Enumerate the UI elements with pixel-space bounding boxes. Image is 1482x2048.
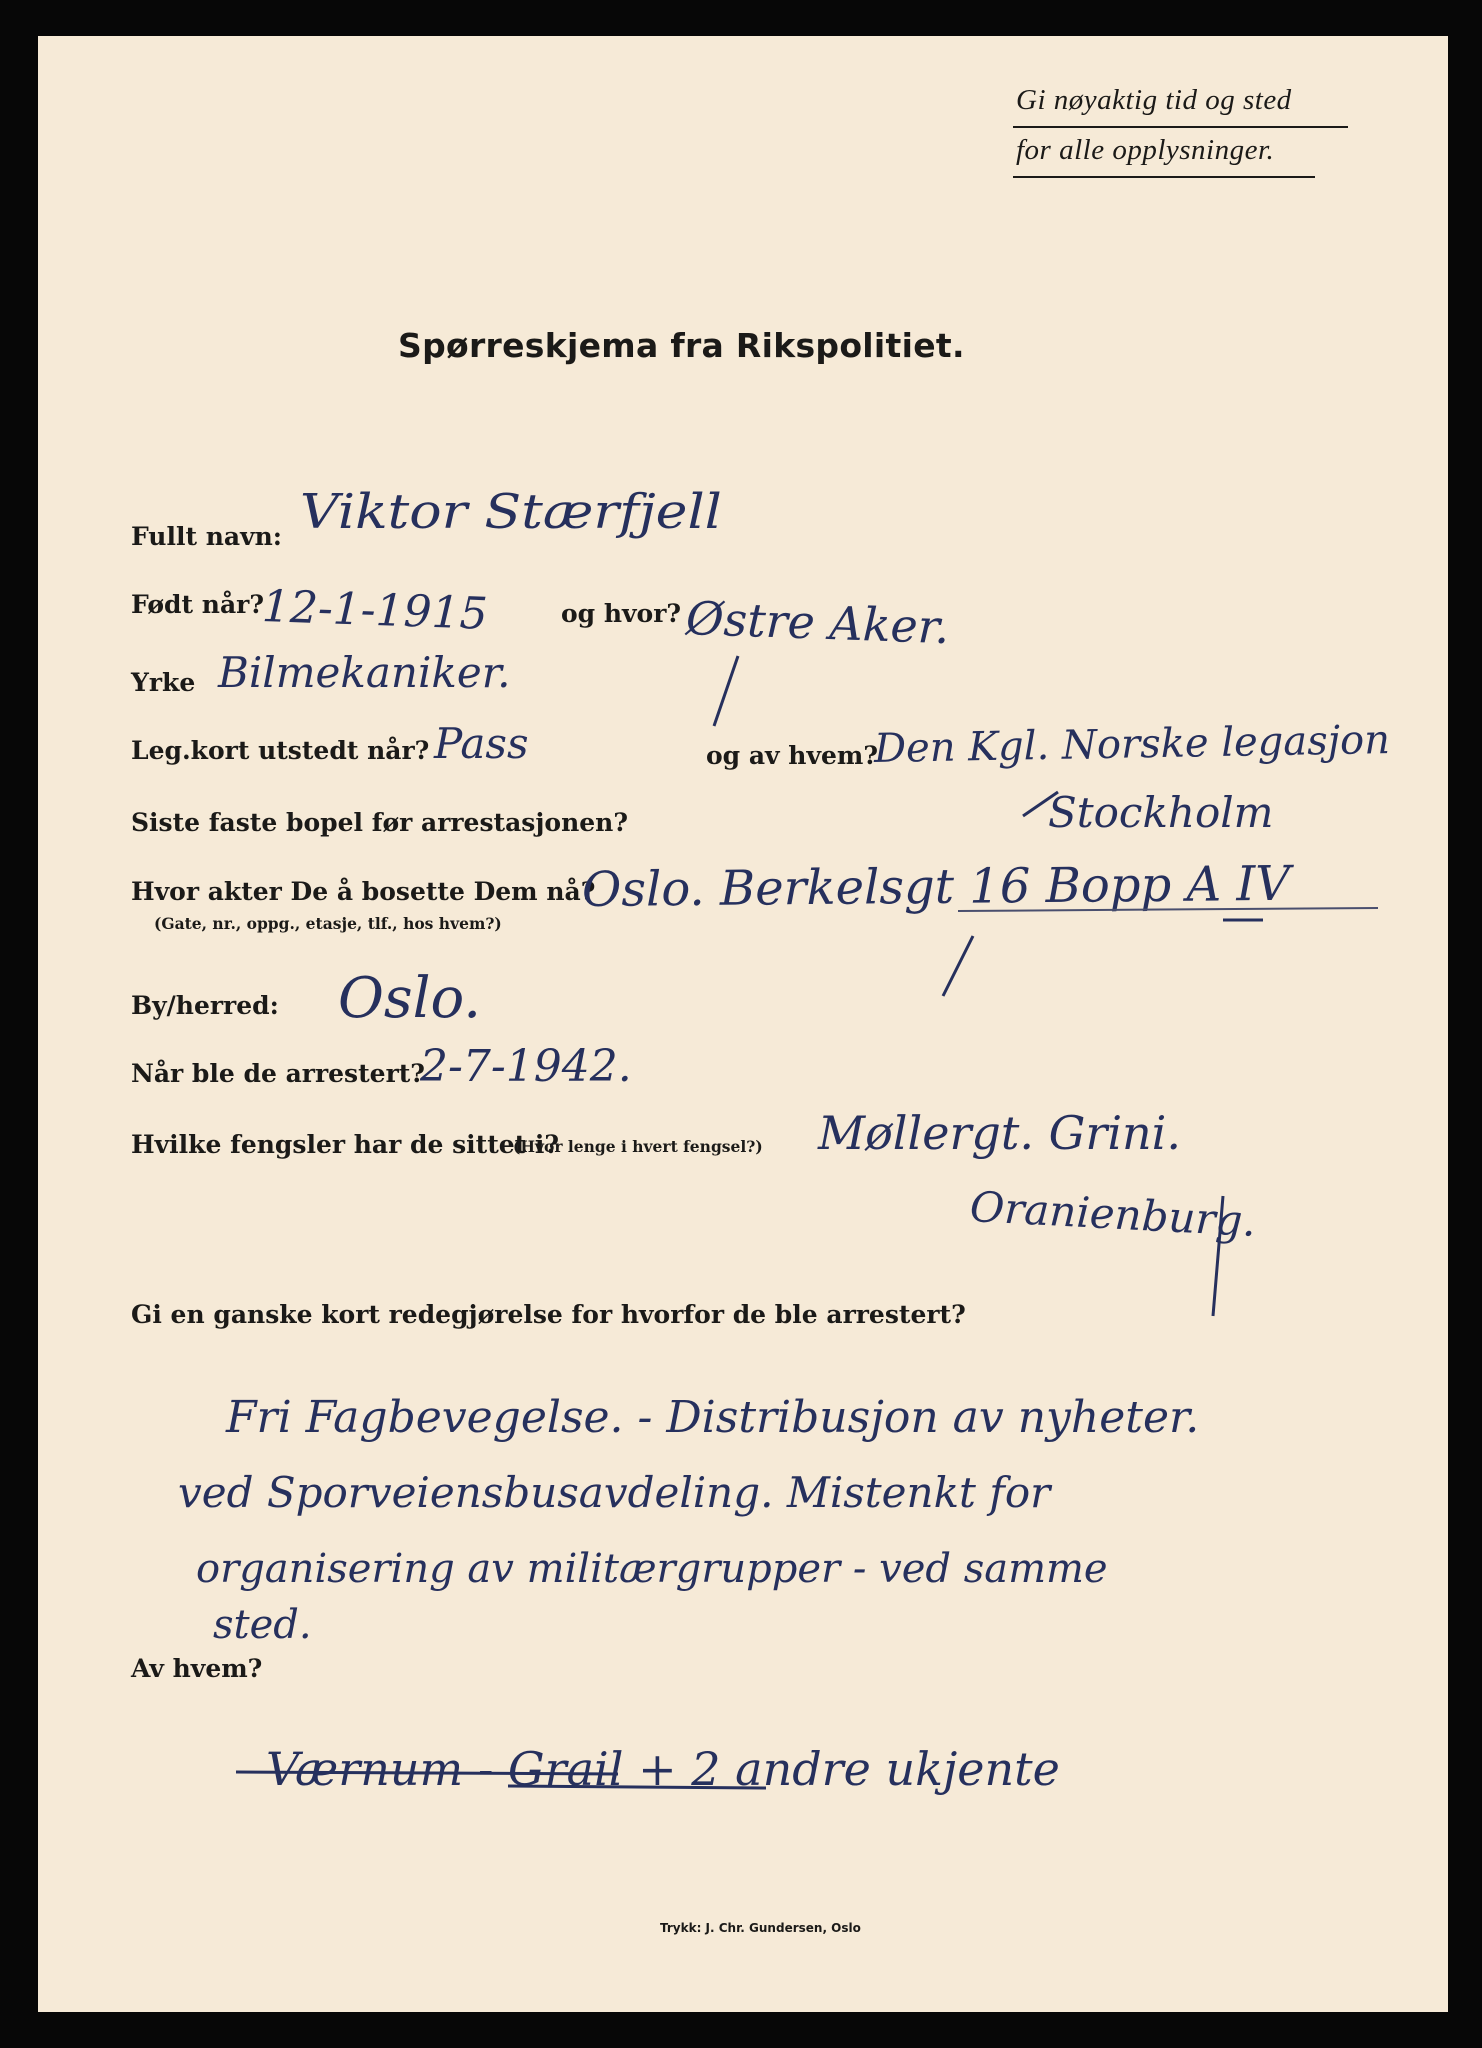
born-place-descender xyxy=(714,656,738,726)
label-prisons: Hvilke fengsler har de sittet i? xyxy=(131,1130,560,1159)
answer-born-place: Østre Aker. xyxy=(685,591,951,655)
form-sheet xyxy=(38,36,1448,2012)
printer-imprint: Trykk: J. Chr. Gundersen, Oslo xyxy=(660,1921,861,1935)
prisons-descender xyxy=(1213,1196,1223,1316)
address-descender xyxy=(943,936,973,996)
by-whom-underline-1 xyxy=(236,1772,618,1774)
answer-by-whom: Værnum - Grail + 2 andre ukjente xyxy=(266,1742,1060,1796)
answer-born-date: 12-1-1915 xyxy=(261,581,489,640)
answer-reason-3: organisering av militærgrupper - ved samme xyxy=(196,1546,1108,1592)
answer-id-by-whom-1: Den Kgl. Norske legasjon xyxy=(873,716,1391,772)
answer-settle: Oslo. Berkelsgt 16 Bopp A IV xyxy=(581,855,1291,918)
label-born-where: og hvor? xyxy=(561,599,682,628)
answer-id-by-whom-2: Stockholm xyxy=(1048,788,1274,837)
answer-occupation: Bilmekaniker. xyxy=(218,648,511,697)
by-whom-underline-2 xyxy=(508,1786,766,1788)
instruction-line-2: for alle opplysninger. xyxy=(1016,134,1275,166)
label-prisons-hint: (Hvor lenge i hvert fengsel?) xyxy=(513,1137,763,1156)
label-full-name: Fullt navn: xyxy=(131,522,283,551)
by-whom-descender xyxy=(1023,792,1058,816)
answer-id-issued: Pass xyxy=(434,719,529,768)
label-by-whom: Av hvem? xyxy=(131,1654,263,1683)
label-settle: Hvor akter De å bosette Dem nå? xyxy=(131,877,596,906)
label-born-when: Født når? xyxy=(131,590,264,619)
answer-reason-4: sted. xyxy=(213,1602,312,1648)
label-occupation: Yrke xyxy=(131,668,196,697)
answer-town: Oslo. xyxy=(338,966,482,1031)
label-id-issued: Leg.kort utstedt når? xyxy=(131,736,430,765)
answer-reason-2: ved Sporveiensbusavdeling. Mistenkt for xyxy=(178,1468,1051,1517)
label-arrested-when: Når ble de arrestert? xyxy=(131,1059,425,1088)
answer-prisons-2: Oranienburg. xyxy=(968,1182,1258,1246)
label-settle-hint: (Gate, nr., oppg., etasje, tlf., hos hvem?) xyxy=(154,914,502,933)
answer-arrested-date: 2-7-1942. xyxy=(420,1041,632,1092)
label-town: By/herred: xyxy=(131,991,279,1020)
label-last-residence: Siste faste bopel før arrestasjonen? xyxy=(131,808,628,837)
label-id-by-whom: og av hvem? xyxy=(706,741,878,770)
label-reason: Gi en ganske kort redegjørelse for hvorfor de ble arrestert? xyxy=(131,1300,966,1329)
instruction-line-1: Gi nøyaktig tid og sted xyxy=(1016,84,1292,116)
address-underline xyxy=(958,908,1378,911)
answer-prisons-1: Møllergt. Grini. xyxy=(818,1106,1182,1160)
answer-name: Viktor Stærfjell xyxy=(300,484,722,540)
answer-reason-1: Fri Fagbevegelse. - Distribusjon av nyheter. xyxy=(226,1392,1200,1443)
form-title: Spørreskjema fra Rikspolitiet. xyxy=(398,326,965,365)
pen-strokes xyxy=(38,36,1448,2012)
